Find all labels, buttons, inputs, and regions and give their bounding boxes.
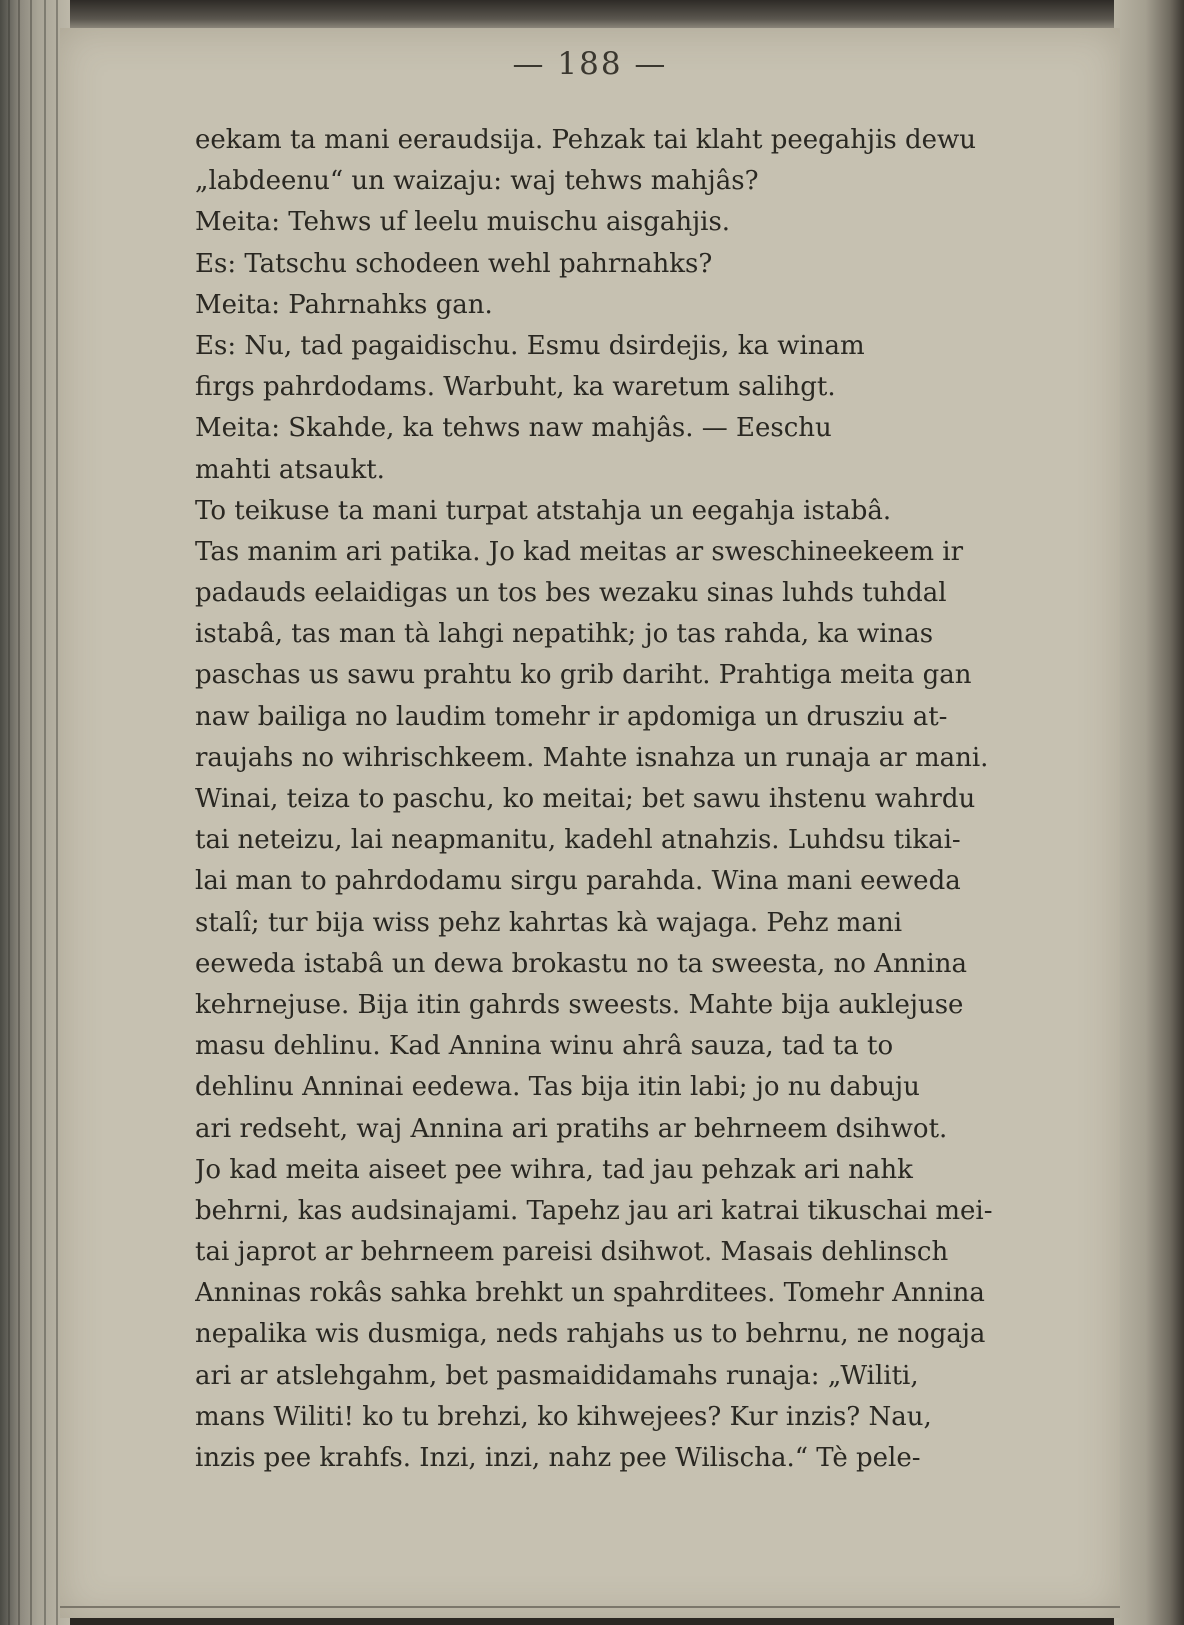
text-line: masu dehlinu. Kad Annina winu ahrâ sauza, tad ta to (195, 1031, 894, 1062)
text-line: ari ar atslehgahm, bet pasmaididamahs runaja: „Wiliti, (195, 1360, 919, 1391)
text-line: mans Wiliti! ko tu brehzi, ko kihwejees? Kur inzis? Nau, (195, 1401, 932, 1432)
text-line: raujahs no wihrischkeem. Mahte isnahza un runaja ar mani. (195, 742, 989, 773)
text-line: dehlinu Anninai eedewa. Tas bija itin labi; jo nu dabuju (195, 1072, 920, 1103)
text-line: Meita: Pahrnahks gan. (195, 289, 493, 320)
text-line: lai man to pahrdodamu sirgu parahda. Wina mani eeweda (195, 866, 961, 897)
text-line: Es: Nu, tad pagaidischu. Esmu dsirdejis, ka winam (195, 330, 865, 361)
text-line: eekam ta mani eeraudsija. Pehzak tai klaht peegahjis dewu (195, 125, 977, 155)
text-line: kehrnejuse. Bija itin gahrds sweests. Mahte bija auklejuse (195, 989, 964, 1020)
page-edge-line (18, 0, 20, 1625)
page-edge-line (8, 0, 10, 1625)
text-line: Winai, teiza to paschu, ko meitai; bet sawu ihstenu wahrdu (195, 784, 976, 814)
text-line: ari redseht, waj Annina ari pratihs ar behrneem dsihwot. (195, 1113, 948, 1144)
text-line: nepalika wis dusmiga, neds rahjahs us to behrnu, ne nogaja (195, 1319, 986, 1350)
text-line: padauds eelaidigas un tos bes wezaku sinas luhds tuhdal (195, 578, 947, 609)
text-line: Meita: Skahde, ka tehws naw mahjâs. — Eeschu (195, 413, 832, 444)
text-line: naw bailiga no laudim tomehr ir apdomiga un drusziu at- (195, 701, 948, 732)
text-line: Es: Tatschu schodeen wehl pahrnahks? (195, 248, 713, 279)
text-line: stalî; tur bija wiss pehz kahrtas kà wajaga. Pehz mani (195, 907, 903, 938)
text-line: eeweda istabâ un dewa brokastu no ta sweesta, no Annina (195, 948, 967, 979)
text-line: tai neteizu, lai neapmanitu, kadehl atnahzis. Luhdsu tikai- (195, 825, 961, 856)
text-line: paschas us sawu prahtu ko grib dariht. Prahtiga meita gan (195, 660, 972, 691)
page-edge-line (44, 0, 46, 1625)
text-line: To teikuse ta mani turpat atstahja un eegahja istabâ. (195, 495, 892, 526)
text-line: „labdeenu“ un waizaju: waj tehws mahjâs? (195, 166, 759, 197)
page-edge-line (30, 0, 32, 1625)
text-line: inzis pee krahfs. Inzi, inzi, nahz pee Wilischa.“ Tè pele- (195, 1443, 921, 1473)
text-line: firgs pahrdodams. Warbuht, ka waretum salihgt. (195, 372, 836, 403)
text-line: Meita: Tehws uf leelu muischu aisgahjis. (195, 207, 731, 238)
text-line: Anninas rokâs sahka brehkt un spahrditees. Tomehr Annina (195, 1278, 985, 1309)
text-line: Jo kad meita aiseet pee wihra, tad jau pehzak ari nahk (195, 1154, 913, 1185)
text-line: mahti atsaukt. (195, 454, 385, 485)
text-line: istabâ, tas man tà lahgi nepatihk; jo tas rahda, ka winas (195, 619, 934, 650)
page-text (195, 120, 1115, 1479)
page-number: — 188 — (512, 46, 668, 82)
text-line: Tas manim ari patika. Jo kad meitas ar sweschineekeem ir (195, 536, 964, 567)
page-bottom-edge (60, 1606, 1120, 1608)
text-line: tai japrot ar behrneem pareisi dsihwot. Masais dehlinsch (195, 1237, 949, 1268)
text-line: behrni, kas audsinajami. Tapehz jau ari katrai tikuschai mei- (195, 1195, 993, 1226)
page-edge-line (56, 0, 58, 1625)
book-right-edge (1114, 0, 1184, 1625)
book-page (60, 28, 1120, 1618)
